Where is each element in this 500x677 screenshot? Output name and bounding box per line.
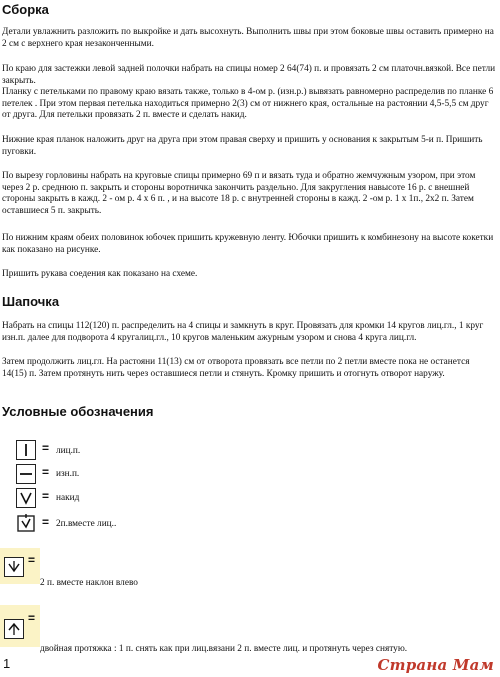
legend-label: 2 п. вместе наклон влево [40,578,138,588]
equals-sign: = [42,465,50,479]
site-watermark: Страна Мам [377,656,494,674]
paragraph: Затем продолжить лиц.гл. На растояни 11(13) см от отворота провязать все петли по 2 петли вместе пока не останется 14(15) п. Затем протянуть нить через оставшиеся петли и стянуть. Кромку пришить и отогнуть отворот наружу. [2,357,470,379]
equals-sign: = [28,553,36,567]
paragraph: Детали увлажнить разложить по выкройке и дать высохнуть. Выполнить швы при этом боковые швы оставить примерно на 2 см с верхнего края незаконченными. [2,27,494,49]
paragraph: По краю для застежки левой задней полочки набрать на спицы номер 2 64(74) п. и провязать 2 см платочн.вязкой. Все петли закрыть. [2,64,496,86]
page-number: 1 [3,656,11,671]
k2tog-symbol-icon [16,513,36,533]
equals-sign: = [42,441,50,455]
legend-label: лиц.п. [56,446,81,456]
equals-sign: = [42,515,50,529]
paragraph: Набрать на спицы 112(120) п. распределить на 4 спицы и замкнуть в круг. Провязать для кромки 14 кругов лиц.гл., 1 круг изн.п. далее для подворота 4 кругалиц.гл., 10 кругов маленьким ажурным узором и снова 4 круга лиц.гл. [2,321,484,343]
legend-label: двойная протяжка : 1 п. снять как при лиц.вязани 2 п. вместе лиц. и протянуть через снятую. [40,644,408,654]
double-decrease-symbol-icon [4,619,24,639]
paragraph: По вырезу горловины набрать на круговые спицы примерно 69 п и вязать туда и обратно жемчужным узором, при этом через 2 р. среднюю п. закрыть и стороны воротничка закончить раздельно. Для закругления навысоте 16 р. с внешней стороны закрыть в кажд. 2 - ом р. 4 х 6 п. , и на высоте 18 р. с внутренней стороны в кажд. 2 -ом р. 1 х 1п., 2х2 п. Затем оставшиеся 5 п. закрыть. [2,171,476,216]
section-title-assembly: Сборка [2,2,49,17]
equals-sign: = [28,611,36,625]
knit-stitch-symbol-icon [16,440,36,460]
paragraph: Нижние края планок наложить друг на друга при этом правая сверху и пришить у основания к закрытым 5-и п. Пришить пуговки. [2,135,483,157]
legend-label: изн.п. [56,469,80,479]
yarn-over-symbol-icon [16,488,36,508]
legend-label: 2п.вместе лиц.. [56,519,117,529]
equals-sign: = [42,489,50,503]
paragraph: По нижним краям обеих половинок юбочек пришить кружевную ленту. Юбочки пришить к комбинезону на высоте кокетки как показано на рисунке. [2,233,494,255]
legend-label: накид [56,493,80,503]
k2tog-left-symbol-icon [4,557,24,577]
section-title-hat: Шапочка [2,294,60,309]
legend-title: Условные обозначения [2,404,154,419]
paragraph: Планку с петельками по правому краю вязать также, только в 4-ом р. (изн.р.) вывязать равномерно распределив по планке 6 петелек . При этом первая петелька находиться примерно 2(3) см от нижнего края, остальные на растоянии 4,5-5,5 см друг от друга. Для петельки провязать 2 п. вместе и сделать накид. [2,87,494,121]
paragraph: Пришить рукава соедения как показано на схеме. [2,269,198,279]
purl-stitch-symbol-icon [16,464,36,484]
